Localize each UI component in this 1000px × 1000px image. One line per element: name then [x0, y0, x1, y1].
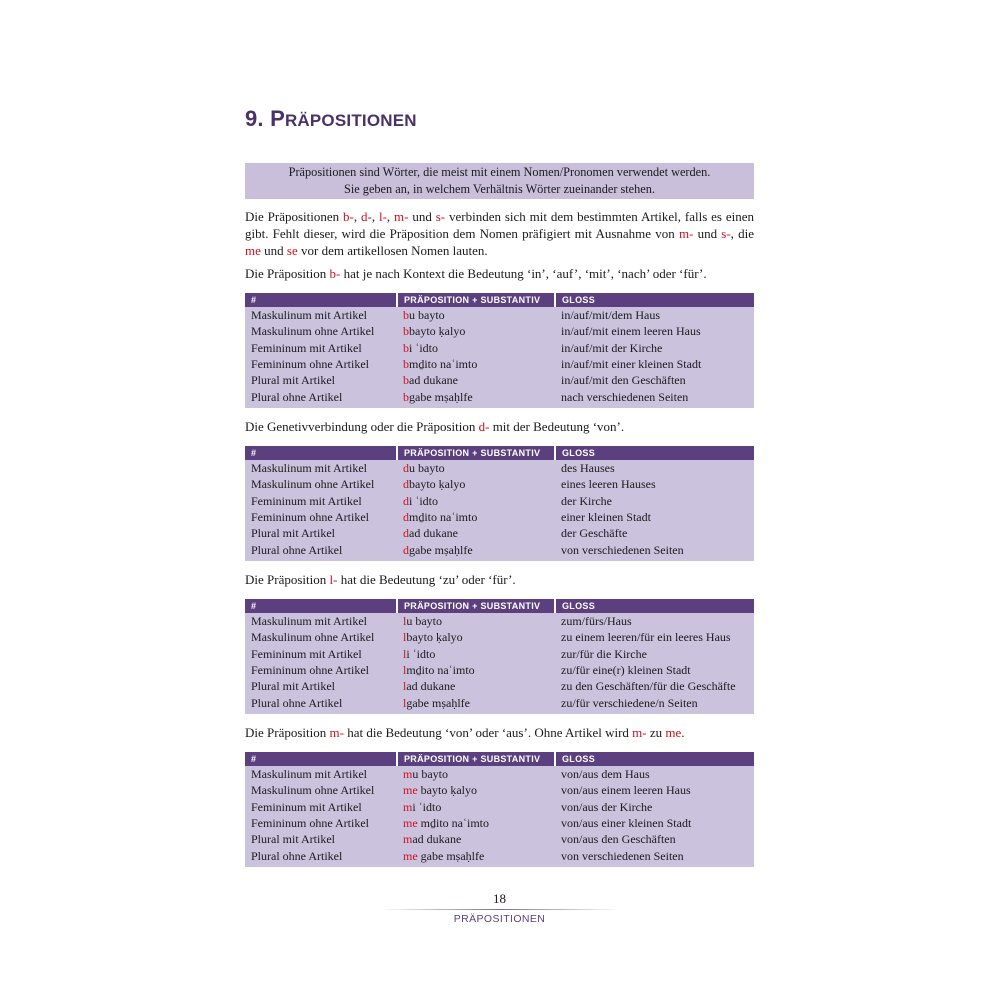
- header-hash: #: [245, 293, 397, 307]
- header-gloss: GLOSS: [555, 293, 754, 307]
- intro-paragraph: Die Präpositionen b-, d-, l-, m- und s- verbinden sich mit dem bestimmten Artikel, falls es einen gibt. Fehlt dieser, wird die Präposition dem Nomen präfigiert mit Ausnahme von m- und s-, die me und se vor dem artikellosen Nomen lauten.: [245, 209, 755, 258]
- header-hash: #: [245, 599, 397, 613]
- definition-box: [245, 163, 754, 199]
- footer-divider: [380, 909, 620, 910]
- table-d: [245, 446, 754, 561]
- table-header-row: [245, 752, 754, 766]
- table-row: Maskulinum mit Artikel lu bayto zum/fürs/Haus: [251, 614, 632, 629]
- heading-rest: RÄPOSITIONEN: [284, 111, 417, 130]
- header-gloss: GLOSS: [555, 446, 754, 460]
- section-l-text: Die Präposition l- hat die Bedeutung ‘zu’ oder ‘für’.: [245, 572, 516, 587]
- table-row: Maskulinum ohne Artikel bbayto ḳalyo in/auf/mit einem leeren Haus: [251, 324, 701, 339]
- table-l: [245, 599, 754, 714]
- table-row: Femininum ohne Artikel bmḏito naʿimto in/auf/mit einer kleinen Stadt: [251, 357, 702, 372]
- definition-line-2: Sie geben an, in welchem Verhältnis Wörter zueinander stehen.: [344, 182, 655, 196]
- header-prep: PRÄPOSITION + SUBSTANTIV: [397, 446, 555, 460]
- table-row: Plural ohne Artikel bgabe mṣaḥlfe nach verschiedenen Seiten: [251, 389, 689, 404]
- heading-number: 9.: [245, 106, 271, 131]
- section-m-text: Die Präposition m- hat die Bedeutung ‘von’ oder ‘aus’. Ohne Artikel wird m- zu me.: [245, 725, 685, 740]
- table-row: Femininum ohne Artikel dmḏito naʿimto einer kleinen Stadt: [251, 510, 651, 525]
- header-hash: #: [245, 446, 397, 460]
- table-row: Maskulinum ohne Artikel lbayto ḳalyo zu einem leeren/für ein leeres Haus: [251, 630, 731, 645]
- table-row: Plural mit Artikel mad dukane von/aus den Geschäften: [251, 832, 676, 847]
- table-header-row: [245, 293, 754, 307]
- table-row: Plural mit Artikel lad dukane zu den Geschäften/für die Geschäfte: [251, 679, 736, 694]
- chapter-heading: [245, 106, 417, 132]
- table-row: Maskulinum ohne Artikel dbayto ḳalyo eines leeren Hauses: [251, 477, 656, 492]
- table-row: Plural ohne Artikel dgabe mṣaḥlfe von verschiedenen Seiten: [251, 542, 684, 557]
- table-row: Femininum mit Artikel bi ʿidto in/auf/mit der Kirche: [251, 340, 663, 355]
- table-header-row: [245, 446, 754, 460]
- heading-initial: P: [270, 106, 285, 131]
- table-row: Plural mit Artikel dad dukane der Geschäfte: [251, 526, 628, 541]
- table-header-row: [245, 599, 754, 613]
- table-row: Femininum mit Artikel li ʿidto zur/für die Kirche: [251, 646, 647, 661]
- running-footer-title: PRÄPOSITIONEN: [453, 913, 546, 925]
- table-row: Maskulinum mit Artikel bu bayto in/auf/mit/dem Haus: [251, 308, 660, 323]
- table-row: Femininum ohne Artikel me mḏito naʿimto von/aus einer kleinen Stadt: [251, 816, 692, 831]
- table-row: Maskulinum mit Artikel mu bayto von/aus dem Haus: [251, 767, 650, 782]
- table-row: Plural mit Artikel bad dukane in/auf/mit den Geschäften: [251, 373, 686, 388]
- section-d-text: Die Genetivverbindung oder die Präposition d- mit der Bedeutung ‘von’.: [245, 419, 625, 434]
- header-prep: PRÄPOSITION + SUBSTANTIV: [397, 752, 555, 766]
- page-number: 18: [493, 891, 506, 906]
- header-prep: PRÄPOSITION + SUBSTANTIV: [397, 293, 555, 307]
- section-b-text: Die Präposition b- hat je nach Kontext die Bedeutung ‘in’, ‘auf’, ‘mit’, ‘nach’ oder ‘für’.: [245, 266, 707, 281]
- table-row: Plural ohne Artikel lgabe mṣaḥlfe zu/für verschiedene/n Seiten: [251, 695, 698, 710]
- table-row: Maskulinum ohne Artikel me bayto ḳalyo von/aus einem leeren Haus: [251, 783, 691, 798]
- header-gloss: GLOSS: [555, 752, 754, 766]
- table-b: [245, 293, 754, 408]
- header-hash: #: [245, 752, 397, 766]
- table-row: Femininum mit Artikel di ʿidto der Kirche: [251, 493, 612, 508]
- table-row: Plural ohne Artikel me gabe mṣaḥlfe von verschiedenen Seiten: [251, 848, 684, 863]
- table-m: [245, 752, 754, 867]
- table-row: Maskulinum mit Artikel du bayto des Hauses: [251, 461, 615, 476]
- header-gloss: GLOSS: [555, 599, 754, 613]
- definition-line-1: Präpositionen sind Wörter, die meist mit einem Nomen/Pronomen verwendet werden.: [288, 165, 711, 179]
- table-row: Femininum mit Artikel mi ʿidto von/aus der Kirche: [251, 799, 653, 814]
- header-prep: PRÄPOSITION + SUBSTANTIV: [397, 599, 555, 613]
- table-row: Femininum ohne Artikel lmḏito naʿimto zu/für eine(r) kleinen Stadt: [251, 663, 691, 678]
